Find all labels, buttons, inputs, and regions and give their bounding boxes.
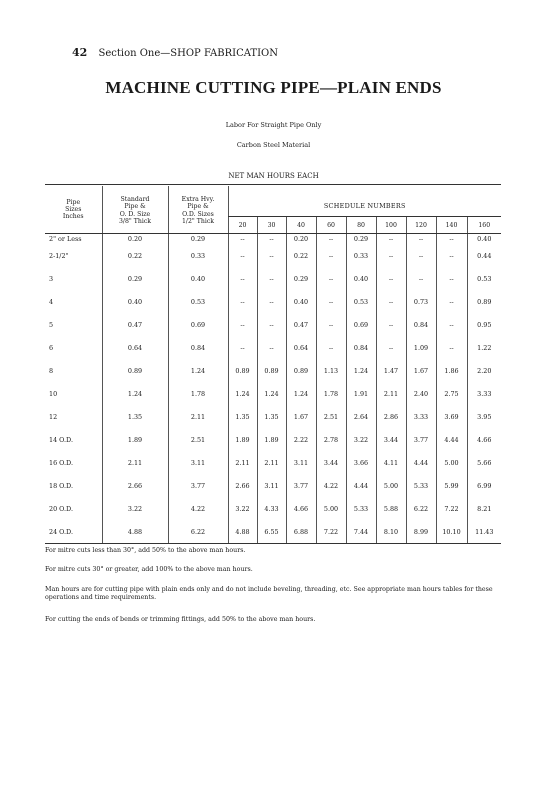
- extra-heavy-cell: 1.78: [168, 382, 228, 405]
- schedule-cell: 3.66: [346, 451, 376, 474]
- schedule-cell: 5.33: [346, 497, 376, 520]
- header-line: O.D. Sizes: [182, 210, 214, 218]
- schedule-cell: 0.40: [346, 267, 376, 290]
- schedule-cell: 2.11: [228, 451, 257, 474]
- pipe-size-cell: 20 O.D.: [49, 504, 73, 513]
- pipe-size-cell: 16 O.D.: [49, 458, 73, 467]
- standard-cell: 0.20: [102, 234, 168, 245]
- schedule-cell: 1.24: [346, 359, 376, 382]
- table-top-rule: [45, 184, 501, 185]
- note-mitre-30-plus: For mitre cuts 30° or greater, add 100% to the above man hours.: [45, 566, 253, 573]
- standard-cell: 2.11: [102, 451, 168, 474]
- schedule-cell: 0.29: [286, 267, 316, 290]
- schedule-cell: 3.33: [467, 382, 501, 405]
- schedule-cell: 0.89: [467, 290, 501, 313]
- schedule-cell: 3.44: [376, 428, 406, 451]
- table-row: [45, 451, 501, 474]
- schedule-cell: 1.78: [316, 382, 346, 405]
- schedule-cell: 2.75: [436, 382, 467, 405]
- schedule-cell: 1.67: [406, 359, 436, 382]
- schedule-cell: --: [436, 313, 467, 336]
- header-pipe-sizes: [45, 186, 102, 234]
- standard-cell: 0.40: [102, 290, 168, 313]
- header-line: 1/2" Thick: [181, 217, 215, 225]
- schedule-number: 160: [467, 217, 501, 234]
- table-row: [45, 474, 501, 497]
- schedule-number: 120: [406, 217, 436, 234]
- schedule-cell: 1.89: [228, 428, 257, 451]
- schedule-cell: 7.44: [346, 520, 376, 544]
- note-plain-ends: Man hours are for cutting pipe with plain ends only and do not include beveling, threading, etc. See appropriate man hours tables for these operations and time requirements.: [45, 586, 493, 601]
- pipe-size-cell: 12: [49, 412, 58, 421]
- man-hours-table: [45, 186, 501, 544]
- table-row: [45, 267, 501, 290]
- schedule-cell: 2.22: [286, 428, 316, 451]
- table-row: [45, 336, 501, 359]
- pipe-size-cell: 24 O.D.: [45, 520, 102, 544]
- schedule-cell: 2.11: [376, 382, 406, 405]
- schedule-cell: --: [316, 267, 346, 290]
- header-line: Sizes: [65, 205, 82, 213]
- schedule-cell: 2.64: [346, 405, 376, 428]
- schedule-cell: 4.44: [346, 474, 376, 497]
- extra-heavy-cell: 3.11: [168, 451, 228, 474]
- subtitle-labor: Labor For Straight Pipe Only: [225, 121, 322, 129]
- standard-cell: 3.22: [102, 497, 168, 520]
- schedule-cell: 1.35: [228, 405, 257, 428]
- schedule-cell: --: [228, 267, 257, 290]
- schedule-cell: 0.95: [467, 313, 501, 336]
- schedule-cell: --: [376, 234, 406, 245]
- schedule-cell: 6.88: [286, 520, 316, 544]
- schedule-cell: --: [228, 313, 257, 336]
- schedule-cell: --: [257, 336, 286, 359]
- schedule-cell: --: [436, 267, 467, 290]
- schedule-cell: 3.11: [286, 451, 316, 474]
- schedule-cell: 0.20: [286, 234, 316, 245]
- schedule-cell: --: [257, 290, 286, 313]
- schedule-cell: 0.40: [467, 234, 501, 245]
- standard-cell: 0.47: [102, 313, 168, 336]
- table-row: [45, 520, 501, 544]
- pipe-size-cell: 2" or Less: [49, 235, 82, 243]
- schedule-cell: 3.77: [406, 428, 436, 451]
- schedule-number: 60: [316, 217, 346, 234]
- schedule-cell: 4.11: [376, 451, 406, 474]
- schedule-number: 80: [346, 217, 376, 234]
- schedule-cell: 4.44: [406, 451, 436, 474]
- header-schedule-numbers: SCHEDULE NUMBERS: [228, 186, 501, 217]
- schedule-cell: 3.22: [346, 428, 376, 451]
- extra-heavy-cell: 3.77: [168, 474, 228, 497]
- schedule-cell: --: [376, 313, 406, 336]
- schedule-cell: 2.11: [257, 451, 286, 474]
- schedule-cell: 0.73: [406, 290, 436, 313]
- pipe-size-cell: 5: [49, 320, 54, 329]
- table-row: [45, 497, 501, 520]
- header-line: O. D. Size: [119, 210, 151, 218]
- schedule-cell: 0.33: [346, 244, 376, 267]
- schedule-cell: --: [376, 244, 406, 267]
- table-row: [45, 359, 501, 382]
- header-extra-heavy: [168, 186, 228, 234]
- header-line: Pipe &: [187, 203, 209, 211]
- extra-heavy-cell: 0.69: [168, 313, 228, 336]
- schedule-number: 140: [436, 217, 467, 234]
- schedule-cell: 6.99: [467, 474, 501, 497]
- schedule-number: 30: [257, 217, 286, 234]
- header-line: Pipe &: [124, 203, 146, 211]
- table-row: [45, 428, 501, 451]
- schedule-cell: 0.69: [346, 313, 376, 336]
- schedule-cell: --: [228, 244, 257, 267]
- table-row: [45, 405, 501, 428]
- schedule-cell: 0.89: [286, 359, 316, 382]
- schedule-cell: --: [436, 244, 467, 267]
- standard-cell: 0.89: [102, 359, 168, 382]
- schedule-cell: 4.66: [286, 497, 316, 520]
- schedule-cell: --: [316, 234, 346, 245]
- standard-cell: 1.24: [102, 382, 168, 405]
- section-title: Section One—SHOP FABRICATION: [98, 48, 278, 59]
- schedule-cell: 5.00: [376, 474, 406, 497]
- schedule-number: 40: [286, 217, 316, 234]
- standard-cell: 0.29: [102, 267, 168, 290]
- schedule-cell: --: [316, 313, 346, 336]
- schedule-cell: 5.00: [316, 497, 346, 520]
- schedule-number: 20: [228, 217, 257, 234]
- schedule-cell: 6.55: [257, 520, 286, 544]
- schedule-cell: --: [406, 267, 436, 290]
- schedule-cell: 8.10: [376, 520, 406, 544]
- schedule-cell: 5.66: [467, 451, 501, 474]
- schedule-cell: 1.35: [257, 405, 286, 428]
- schedule-cell: --: [436, 290, 467, 313]
- header-line: Extra Hvy.: [181, 196, 215, 204]
- schedule-cell: 3.44: [316, 451, 346, 474]
- pipe-size-cell: 14 O.D.: [49, 435, 73, 444]
- schedule-cell: 8.21: [467, 497, 501, 520]
- standard-cell: 4.88: [102, 520, 168, 544]
- schedule-cell: 1.86: [436, 359, 467, 382]
- running-head: [72, 46, 278, 59]
- schedule-cell: 11.43: [467, 520, 501, 544]
- page-title: MACHINE CUTTING PIPE—PLAIN ENDS: [105, 78, 442, 97]
- schedule-number: 100: [376, 217, 406, 234]
- schedule-cell: 2.78: [316, 428, 346, 451]
- pipe-size-cell: 18 O.D.: [49, 481, 73, 490]
- schedule-cell: --: [257, 244, 286, 267]
- schedule-cell: 1.89: [257, 428, 286, 451]
- schedule-cell: 3.33: [406, 405, 436, 428]
- schedule-cell: --: [228, 234, 257, 245]
- schedule-cell: 0.64: [286, 336, 316, 359]
- schedule-cell: 0.53: [346, 290, 376, 313]
- table-row: [45, 244, 501, 267]
- header-standard: [102, 186, 168, 234]
- extra-heavy-cell: 0.53: [168, 290, 228, 313]
- extra-heavy-cell: 2.11: [168, 405, 228, 428]
- schedule-cell: 1.24: [228, 382, 257, 405]
- schedule-cell: 4.88: [228, 520, 257, 544]
- schedule-cell: --: [257, 267, 286, 290]
- schedule-cell: 2.40: [406, 382, 436, 405]
- schedule-cell: 2.86: [376, 405, 406, 428]
- standard-cell: 2.66: [102, 474, 168, 497]
- pipe-size-cell: 6: [49, 343, 54, 352]
- pipe-size-cell: 2-1/2": [49, 251, 69, 260]
- schedule-cell: --: [376, 336, 406, 359]
- schedule-cell: 1.91: [346, 382, 376, 405]
- pipe-size-cell: 3: [49, 274, 54, 283]
- schedule-cell: 1.09: [406, 336, 436, 359]
- schedule-cell: 3.22: [228, 497, 257, 520]
- header-line: Pipe: [66, 198, 81, 206]
- schedule-cell: 0.29: [346, 234, 376, 245]
- schedule-cell: --: [406, 244, 436, 267]
- extra-heavy-cell: 0.33: [168, 244, 228, 267]
- extra-heavy-cell: 0.84: [168, 336, 228, 359]
- pipe-size-cell: 4: [49, 297, 54, 306]
- schedule-cell: 4.66: [467, 428, 501, 451]
- schedule-cell: 7.22: [436, 497, 467, 520]
- extra-heavy-cell: 6.22: [168, 520, 228, 544]
- note-mitre-under-30: For mitre cuts less than 30°, add 50% to the above man hours.: [45, 547, 246, 554]
- table-body: [45, 234, 501, 544]
- extra-heavy-cell: 1.24: [168, 359, 228, 382]
- extra-heavy-cell: 0.29: [168, 234, 228, 245]
- table-row: [45, 313, 501, 336]
- schedule-cell: --: [436, 234, 467, 245]
- schedule-cell: 1.24: [257, 382, 286, 405]
- schedule-cell: 0.22: [286, 244, 316, 267]
- schedule-cell: 2.51: [316, 405, 346, 428]
- schedule-cell: 7.22: [316, 520, 346, 544]
- schedule-cell: 6.22: [406, 497, 436, 520]
- table-row: [45, 234, 501, 245]
- schedule-cell: --: [376, 290, 406, 313]
- schedule-cell: 0.40: [286, 290, 316, 313]
- schedule-cell: 10.10: [436, 520, 467, 544]
- schedule-cell: 5.99: [436, 474, 467, 497]
- schedule-cell: 1.13: [316, 359, 346, 382]
- schedule-cell: 2.20: [467, 359, 501, 382]
- schedule-cell: 3.95: [467, 405, 501, 428]
- schedule-cell: --: [316, 290, 346, 313]
- schedule-cell: --: [257, 234, 286, 245]
- schedule-cell: 8.99: [406, 520, 436, 544]
- pipe-size-cell: 10: [49, 389, 58, 398]
- schedule-cell: 2.66: [228, 474, 257, 497]
- schedule-cell: 5.00: [436, 451, 467, 474]
- table-title: NET MAN HOURS EACH: [228, 172, 319, 180]
- schedule-cell: --: [436, 336, 467, 359]
- schedule-cell: 3.77: [286, 474, 316, 497]
- schedule-cell: --: [376, 267, 406, 290]
- note-bends-fittings: For cutting the ends of bends or trimming fittings, add 50% to the above man hours.: [45, 616, 316, 623]
- schedule-cell: --: [316, 336, 346, 359]
- schedule-cell: 3.11: [257, 474, 286, 497]
- standard-cell: 0.64: [102, 336, 168, 359]
- schedule-cell: 0.44: [467, 244, 501, 267]
- schedule-cell: 5.88: [376, 497, 406, 520]
- schedule-cell: 4.44: [436, 428, 467, 451]
- schedule-cell: --: [406, 234, 436, 245]
- schedule-cell: 4.33: [257, 497, 286, 520]
- table-row: [45, 290, 501, 313]
- extra-heavy-cell: 4.22: [168, 497, 228, 520]
- schedule-cell: 0.89: [257, 359, 286, 382]
- schedule-cell: 1.47: [376, 359, 406, 382]
- extra-heavy-cell: 2.51: [168, 428, 228, 451]
- schedule-cell: 0.53: [467, 267, 501, 290]
- pipe-size-cell: 8: [49, 366, 54, 375]
- schedule-cell: 3.69: [436, 405, 467, 428]
- schedule-cell: 0.89: [228, 359, 257, 382]
- schedule-cell: 0.47: [286, 313, 316, 336]
- extra-heavy-cell: 0.40: [168, 267, 228, 290]
- schedule-cell: 5.33: [406, 474, 436, 497]
- table-row: [45, 382, 501, 405]
- schedule-cell: 0.84: [346, 336, 376, 359]
- schedule-cell: --: [316, 244, 346, 267]
- standard-cell: 1.35: [102, 405, 168, 428]
- schedule-cell: 1.24: [286, 382, 316, 405]
- schedule-cell: --: [228, 336, 257, 359]
- header-line: 3/8" Thick: [118, 217, 152, 225]
- header-line: Inches: [62, 213, 84, 221]
- schedule-cell: 1.22: [467, 336, 501, 359]
- schedule-cell: --: [257, 313, 286, 336]
- schedule-cell: 4.22: [316, 474, 346, 497]
- page-number: 42: [72, 46, 88, 59]
- schedule-cell: 1.67: [286, 405, 316, 428]
- standard-cell: 1.89: [102, 428, 168, 451]
- header-line: Standard: [120, 196, 150, 204]
- standard-cell: 0.22: [102, 244, 168, 267]
- subtitle-material: Carbon Steel Material: [236, 141, 311, 149]
- schedule-cell: --: [228, 290, 257, 313]
- schedule-cell: 0.84: [406, 313, 436, 336]
